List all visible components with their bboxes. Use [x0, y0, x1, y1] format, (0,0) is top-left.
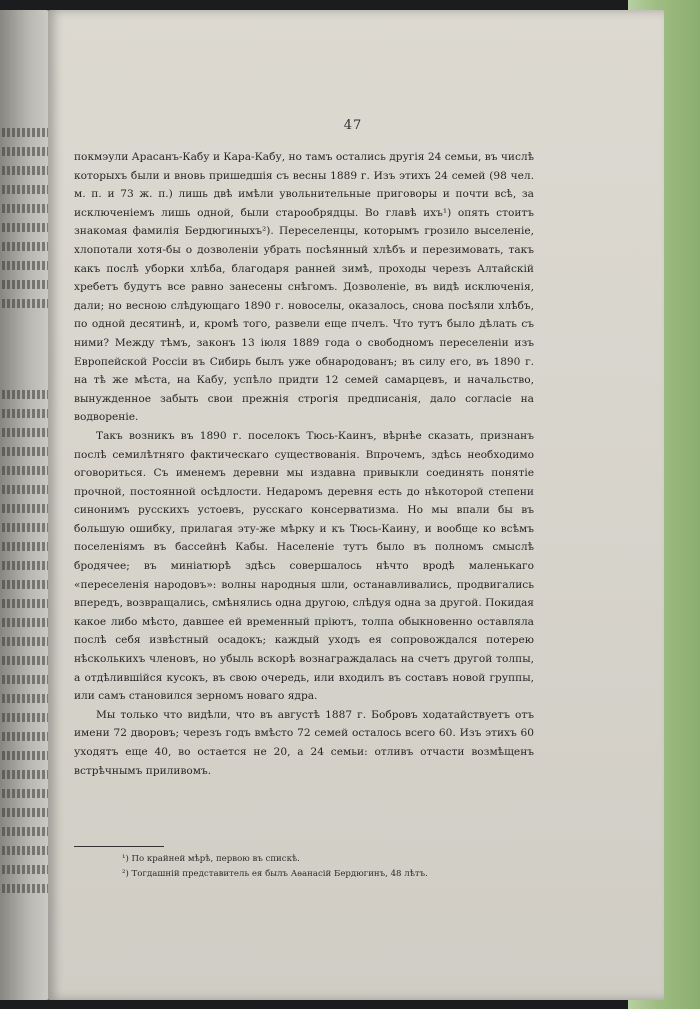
footnotes: [74, 852, 554, 882]
footnote-1: ¹) По крайней мѣрѣ, первою въ спискѣ.: [122, 854, 300, 864]
facing-page-edge: [0, 10, 52, 1000]
paragraph-2: Такъ возникъ въ 1890 г. поселокъ Тюсь-Каинъ, вѣрнѣе сказать, признанъ послѣ семилѣтняго фактическаго существованія. Впрочемъ, здѣсь необходимо оговориться. Съ именемъ деревни мы издавна привыкли соединять понятіе прочной, постоянной осѣдлости. Недаромъ деревня есть до нѣкоторой степени синонимъ русскихъ устоевъ, русскаго консерватизма. Но мы впали бы въ большую ошибку, прилагая эту-же мѣрку и къ Тюсь-Каину, и вообще ко всѣмъ поселеніямъ въ бассейнѣ Кабы. Населеніе тутъ было въ полномъ смыслѣ бродячее; въ миніатюрѣ здѣсь совершалось нѣчто вродѣ маленькаго «переселенія народовъ»: волны народныя шли, останавливались, продвигались впередъ, возвращались, смѣнялись одна другою, слѣдуя одна за другой. Покидая какое либо мѣсто, давшее ей временный пріютъ, толпа обыкновенно оставляла послѣ себя извѣстный осадокъ; каждый уходъ ея сопровождался потерею нѣсколькихъ членовъ, но убыль вскорѣ вознаграждалась на счетъ другой толпы, а отдѣлившійся кусокъ, въ свою очередь, или входилъ въ составъ новой группы, или самъ становился зерномъ новаго ядра.: [74, 429, 534, 703]
paragraph-1: покмэули Арасанъ-Кабу и Кара-Кабу, но тамъ остались другія 24 семьи, въ числѣ которыхъ были и вновь пришедшія съ весны 1889 г. Изъ этихъ 24 семей (98 чел. м. п. и 73 ж. п.) лишь двѣ имѣли увольнительные приговоры и почти всѣ, за исключеніемъ лишь одной, были старообрядцы. Во главѣ ихъ¹) опять стоитъ знакомая фамилія Бердюгиныхъ²). Переселенцы, которымъ грозило выселеніе, хлопотали хотя-бы о дозволеніи убрать посѣянный хлѣбъ и перезимовать, такъ какъ послѣ уборки хлѣба, благодаря ранней зимѣ, проходы черезъ Алтайскій хребетъ будутъ все равно занесены снѣгомъ. Дозволеніе, въ видѣ исключенія, дали; но весною слѣдующаго 1890 г. новоселы, оказалось, снова посѣяли хлѣбъ, по одной десятинѣ, и, кромѣ того, развели еще пчелъ. Что тутъ было дѣлать съ ними? Между тѣмъ, законъ 13 іюля 1889 года о свободномъ переселеніи изъ Европейской Россіи въ Сибирь былъ уже обнародованъ; въ силу его, въ 1890 г. на тѣ же мѣста, на Кабу, успѣло придти 12 семей самарцевъ, и начальство, вынужденное забыть свои прежнія строгія предписанія, дало согласіе на водвореніе.: [74, 151, 534, 424]
page-number: 47: [343, 118, 363, 133]
main-text: [74, 148, 534, 780]
footnote-2: ²) Тогдашній представитель ея былъ Аѳанасій Бердюгинъ, 48 лѣтъ.: [122, 869, 428, 879]
footnote-rule: [74, 846, 164, 847]
paragraph-3: Мы только что видѣли, что въ августѣ 1887 г. Бобровъ ходатайствуетъ отъ имени 72 дворовъ; черезъ годъ вмѣсто 72 семей осталось всего 60. Изъ этихъ 60 уходятъ еще 40, во остается не 20, а 24 семьи: отливъ отчасти возмѣщенъ встрѣчнымъ приливомъ.: [74, 708, 534, 777]
